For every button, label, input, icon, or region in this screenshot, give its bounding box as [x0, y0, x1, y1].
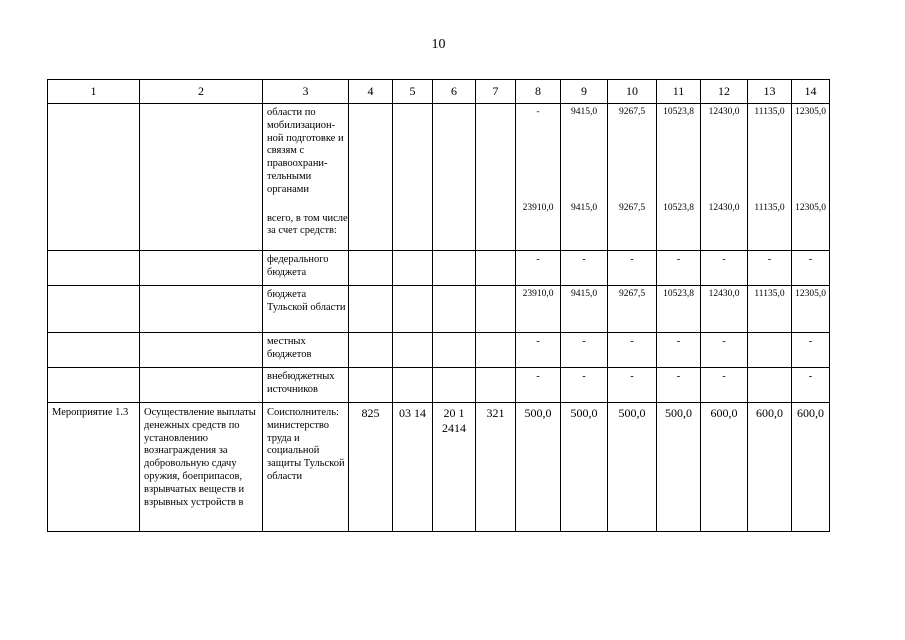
header-cell: 12 [701, 80, 748, 104]
table-cell [748, 104, 792, 251]
table-cell [140, 251, 263, 286]
cell-value: 9267,5 [618, 202, 646, 213]
table-cell: 600,0 [792, 403, 830, 532]
table-cell: - [657, 368, 701, 403]
header-cell: 11 [657, 80, 701, 104]
table-cell [140, 104, 263, 251]
table-cell: Мероприятие 1.3 [48, 403, 140, 532]
table-cell: 9267,5 [608, 286, 657, 333]
table-cell: федерального бюджета [263, 251, 349, 286]
table-cell [608, 104, 657, 251]
cell-value: 10523,8 [663, 107, 694, 117]
header-cell: 10 [608, 80, 657, 104]
cell-value: 9415,0 [570, 202, 598, 213]
cell-value: 12430,0 [708, 202, 740, 213]
header-cell: 14 [792, 80, 830, 104]
table-row [48, 333, 830, 368]
table-cell: 20 1 2414 [433, 403, 476, 532]
table-cell: 03 14 [393, 403, 433, 532]
table-cell [748, 333, 792, 368]
table-cell: Соисполнитель: министерство труда и социальной защиты Тульской области [263, 403, 349, 532]
header-cell: 13 [748, 80, 792, 104]
cell-value: 12305,0 [795, 202, 826, 213]
table-cell [393, 251, 433, 286]
table-cell: - [792, 333, 830, 368]
cell-value: - [536, 107, 540, 117]
table-cell: - [561, 368, 608, 403]
table-cell [561, 104, 608, 251]
header-row [48, 80, 830, 104]
table-cell [476, 333, 516, 368]
table-cell: Осуществление выплаты денежных средств по установлению вознаграждения за добровольную сдачу оружия, боеприпасов, взрывчатых веществ и взрывных устройств в [140, 403, 263, 532]
table-cell [476, 104, 516, 251]
table-cell [48, 104, 140, 251]
table-cell [140, 368, 263, 403]
table-cell [349, 286, 393, 333]
cell-value: 10523,8 [663, 202, 694, 213]
table-cell: 500,0 [608, 403, 657, 532]
cell-value: 9267,5 [618, 107, 646, 117]
header-cell: 2 [140, 80, 263, 104]
table-cell [48, 251, 140, 286]
table-cell: - [792, 251, 830, 286]
table-cell: 825 [349, 403, 393, 532]
header-cell: 1 [48, 80, 140, 104]
table-cell: - [516, 333, 561, 368]
cell-value: 23910,0 [522, 202, 554, 213]
table-cell: 321 [476, 403, 516, 532]
table-cell [393, 286, 433, 333]
table-cell [476, 251, 516, 286]
table-cell [263, 104, 349, 251]
table-cell: 500,0 [516, 403, 561, 532]
table-cell: - [516, 251, 561, 286]
header-cell: 3 [263, 80, 349, 104]
table-cell: 12305,0 [792, 286, 830, 333]
table-cell [349, 333, 393, 368]
cell-spacer [701, 119, 747, 203]
header-cell: 4 [349, 80, 393, 104]
cell-value: 9415,0 [570, 107, 598, 117]
header-cell: 5 [393, 80, 433, 104]
table-cell [349, 251, 393, 286]
table-row [48, 368, 830, 403]
cell-value: 11135,0 [754, 202, 785, 213]
table-cell [476, 368, 516, 403]
table-cell: - [748, 251, 792, 286]
table-cell: 11135,0 [748, 286, 792, 333]
table-cell: - [561, 251, 608, 286]
page-number: 10 [431, 37, 446, 52]
table-cell: местных бюджетов [263, 333, 349, 368]
cell-spacer [561, 119, 607, 203]
table-cell: - [657, 251, 701, 286]
table-cell: - [701, 368, 748, 403]
table-cell [792, 104, 830, 251]
table-cell: - [561, 333, 608, 368]
table-cell: - [516, 368, 561, 403]
table-cell: бюджета Тульской области [263, 286, 349, 333]
table-row [48, 251, 830, 286]
cell-text: всего, в том числе за счет средств: [267, 212, 348, 237]
header-cell: 7 [476, 80, 516, 104]
cell-value: 12430,0 [708, 107, 740, 117]
table-cell: 500,0 [657, 403, 701, 532]
table-cell: - [608, 333, 657, 368]
cell-text: области по мобилизацион-ной подготовке и связям с правоохрани-тельными органами [267, 107, 344, 195]
cell-spacer [267, 197, 348, 213]
cell-spacer [792, 119, 829, 203]
table-cell: 600,0 [701, 403, 748, 532]
table-cell: - [792, 368, 830, 403]
table-cell [701, 104, 748, 251]
table-cell: 9415,0 [561, 286, 608, 333]
cell-value: 11135,0 [754, 107, 785, 117]
table-cell: 12430,0 [701, 286, 748, 333]
table-row [48, 286, 830, 333]
header-cell: 9 [561, 80, 608, 104]
cell-value: 12305,0 [795, 107, 826, 117]
table-cell [433, 368, 476, 403]
table-cell: - [701, 333, 748, 368]
cell-spacer [748, 119, 791, 203]
table-cell [48, 286, 140, 333]
table-cell [140, 286, 263, 333]
table-cell [748, 368, 792, 403]
table-cell: 23910,0 [516, 286, 561, 333]
budget-table [47, 79, 830, 532]
table-cell [476, 286, 516, 333]
table-cell [393, 104, 433, 251]
table-cell: - [608, 251, 657, 286]
table-cell [657, 104, 701, 251]
table-cell: - [701, 251, 748, 286]
table-cell: 600,0 [748, 403, 792, 532]
cell-spacer [657, 119, 700, 203]
cell-spacer [516, 119, 560, 203]
table-cell [393, 333, 433, 368]
table-cell [349, 368, 393, 403]
table-cell [48, 333, 140, 368]
table-cell [433, 286, 476, 333]
table-cell [433, 333, 476, 368]
table-cell: 10523,8 [657, 286, 701, 333]
table-cell: - [608, 368, 657, 403]
header-cell: 8 [516, 80, 561, 104]
table-cell: 500,0 [561, 403, 608, 532]
table-cell [433, 251, 476, 286]
table-cell: - [657, 333, 701, 368]
table-cell [48, 368, 140, 403]
table-row [48, 403, 830, 532]
table-cell [393, 368, 433, 403]
table-cell [140, 333, 263, 368]
table-cell [349, 104, 393, 251]
table-cell [433, 104, 476, 251]
table-row [48, 104, 830, 251]
table-cell [516, 104, 561, 251]
table-cell: внебюджетных источников [263, 368, 349, 403]
cell-spacer [608, 119, 656, 203]
header-cell: 6 [433, 80, 476, 104]
